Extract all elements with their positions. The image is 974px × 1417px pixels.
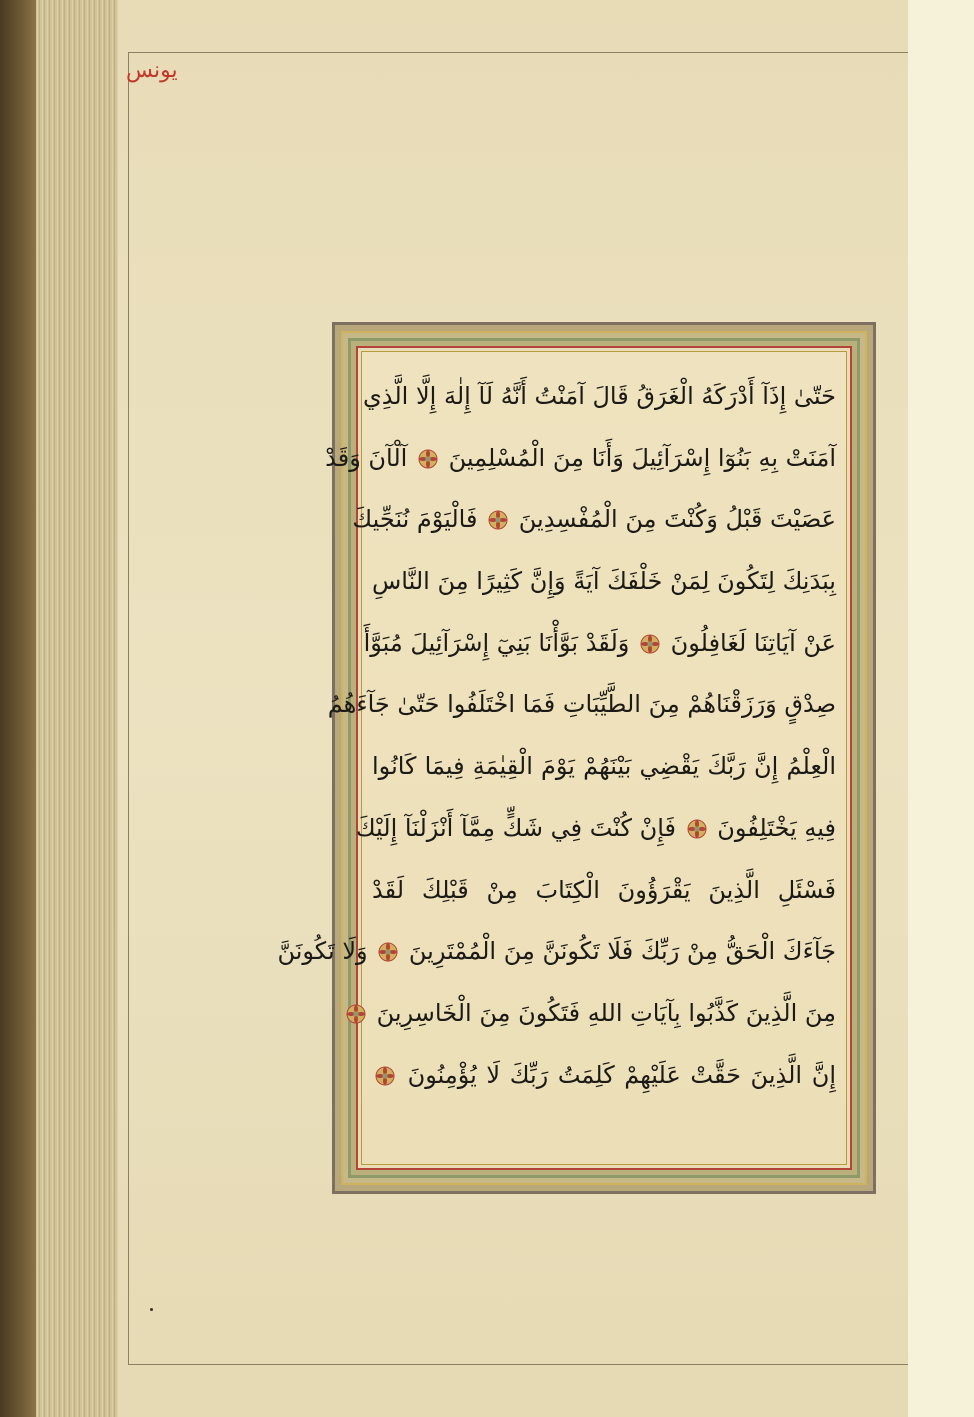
gold-rosette-icon [418, 449, 438, 469]
text-line: حَتّىٰ إِذَآ أَدْرَكَهُ الْغَرَقُ قَالَ آمَنْتُ أَنَّهُ لَآ إِلٰهَ إِلَّا الَّذِي [362, 382, 836, 410]
text-panel [277, 351, 847, 1165]
scan-margin [908, 0, 974, 1417]
page-rule-bottom [128, 1364, 908, 1365]
gold-rosette-icon [378, 942, 398, 962]
text-line: بِبَدَنِكَ لِتَكُونَ لِمَنْ خَلْفَكَ آيَةً وَإِنَّ كَثِيرًا مِنَ النَّاسِ [372, 567, 836, 596]
gold-rosette-icon [375, 1066, 395, 1086]
text-line: عَنْ آيَاتِنَا لَغَافِلُونَ وَلَقَدْ بَوَّأْنَا بَنِيٓ إِسْرَآئِيلَ مُبَوَّأَ [363, 628, 836, 657]
page-rule-left [128, 52, 129, 1364]
ink-speck [150, 1308, 153, 1311]
surah-header: يونس [126, 58, 178, 83]
frame-gold-band [277, 331, 867, 1185]
page-rule-top [128, 52, 908, 53]
gold-rosette-icon [346, 1004, 366, 1024]
book-gutter [0, 0, 36, 1417]
frame-red-band [277, 346, 852, 1170]
text-line: مِنَ الَّذِينَ كَذَّبُوا بِآيَاتِ اللهِ فَتَكُونَ مِنَ الْخَاسِرِينَ [372, 983, 836, 1045]
text-line: عَصَيْتَ قَبْلُ وَكُنْتَ مِنَ الْمُفْسِدِينَ فَالْيَوْمَ نُنَجِّيكَ [352, 505, 836, 534]
text-line: آمَنَتْ بِهِ بَنُوٓا إِسْرَآئِيلَ وَأَنَا مِنَ الْمُسْلِمِينَ آلْآنَ وَقَدْ [325, 443, 836, 472]
text-line: صِدْقٍ وَرَزَقْنَاهُمْ مِنَ الطَّيِّبَاتِ فَمَا اخْتَلَفُوا حَتّىٰ جَآءَهُمُ [327, 690, 836, 719]
verse-text-block [277, 366, 836, 1150]
text-line: جَآءَكَ الْحَقُّ مِنْ رَبِّكَ فَلَا تَكُونَنَّ مِنَ الْمُمْتَرِينَ وَلَا تَكُونَنَّ [277, 937, 836, 966]
illuminated-frame [277, 322, 876, 1194]
gold-rosette-icon [488, 510, 508, 530]
text-line: إِنَّ الَّذِينَ حَقَّتْ عَلَيْهِمْ كَلِمَتُ رَبِّكَ لَا يُؤْمِنُونَ [372, 1045, 836, 1107]
text-line: فِيهِ يَخْتَلِفُونَ فَإِنْ كُنْتَ فِي شَكٍّ مِمَّآ أَنْزَلْنَآ إِلَيْكَ [355, 813, 836, 842]
text-line: فَسْئَلِ الَّذِينَ يَقْرَؤُونَ الْكِتَابَ مِنْ قَبْلِكَ لَقَدْ [372, 875, 836, 904]
page-edges [36, 0, 118, 1417]
gold-rosette-icon [640, 634, 660, 654]
frame-green-band [277, 338, 860, 1178]
text-line: الْعِلْمُ إِنَّ رَبَّكَ يَقْضِي بَيْنَهُمْ يَوْمَ الْقِيٰمَةِ فِيمَا كَانُوا [372, 752, 836, 781]
gold-rosette-icon [687, 819, 707, 839]
